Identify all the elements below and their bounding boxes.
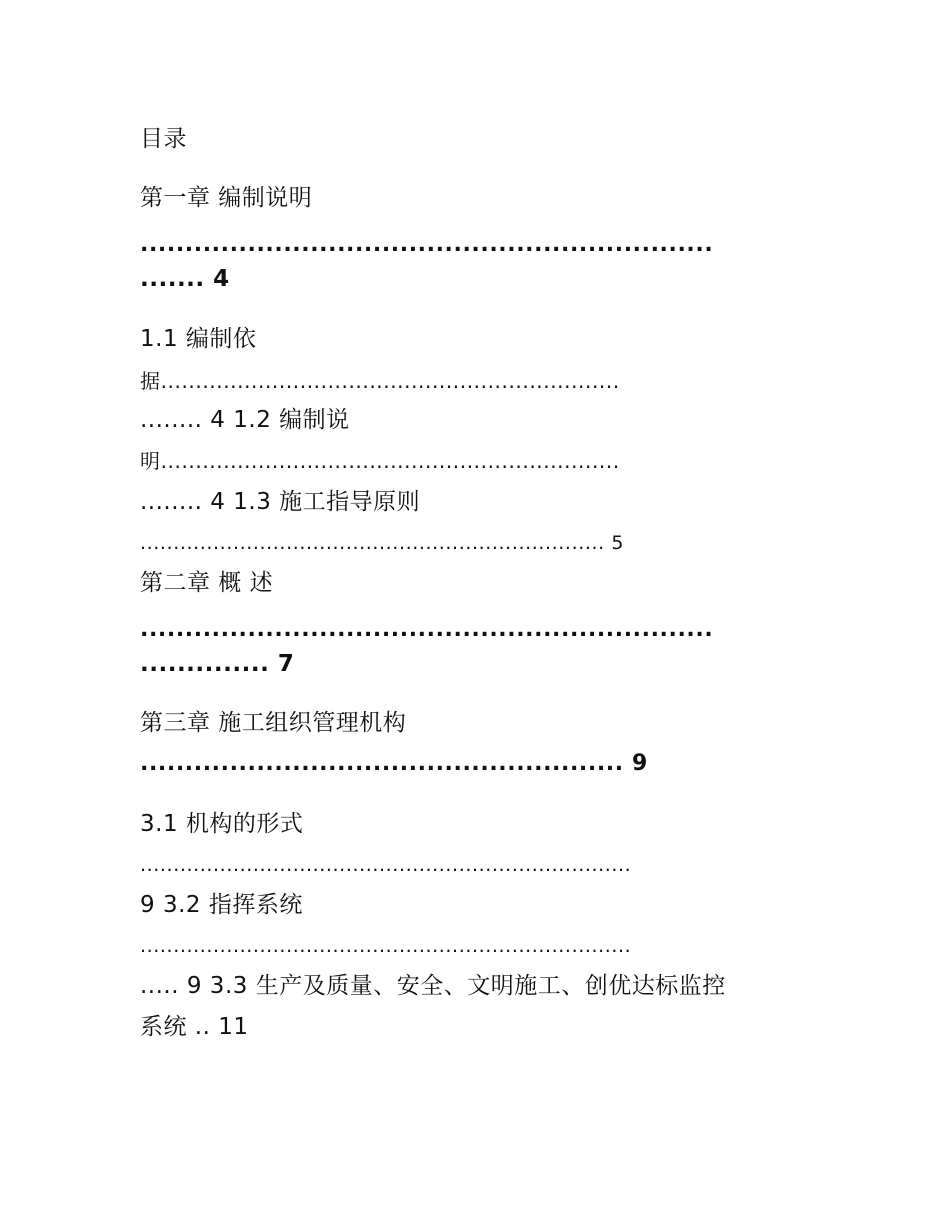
toc-chapter-3-leader: ...................................................... 9 xyxy=(140,751,648,776)
toc-entry-1-3: ........ 4 1.3 施工指导原则 xyxy=(140,489,421,515)
toc-entry-1-2: ........ 4 1.2 编制说 xyxy=(140,407,350,433)
toc-chapter-3: 第三章 施工组织管理机构 xyxy=(140,710,407,736)
toc-chapter-2-page: .............. 7 xyxy=(140,651,295,677)
toc-entry-1-2-leader: 明.................................................................. xyxy=(140,449,620,473)
toc-chapter-1-page: ....... 4 xyxy=(140,266,230,292)
toc-chapter-2: 第二章 概 述 xyxy=(140,570,274,596)
toc-entry-3-2-leader: .......................................................................... xyxy=(140,935,632,957)
toc-leader: ................................................................ xyxy=(140,232,714,257)
toc-entry-3-3-cont: 系统 .. 11 xyxy=(140,1014,249,1040)
toc-entry-3-3: ..... 9 3.3 生产及质量、安全、文明施工、创优达标监控 xyxy=(140,973,726,999)
toc-entry-3-2: 9 3.2 指挥系统 xyxy=(140,892,303,918)
toc-entry-3-1: 3.1 机构的形式 xyxy=(140,811,304,837)
toc-entry-1-1-leader: 据.................................................................. xyxy=(140,369,620,393)
toc-chapter-1: 第一章 编制说明 xyxy=(140,185,313,211)
toc-entry-1-3-leader: ...................................................................... 5 xyxy=(140,532,625,554)
toc-entry-3-1-leader: .......................................................................... xyxy=(140,854,632,876)
toc-leader: ................................................................ xyxy=(140,617,714,642)
toc-title: 目录 xyxy=(140,126,187,152)
toc-entry-1-1: 1.1 编制依 xyxy=(140,326,257,352)
